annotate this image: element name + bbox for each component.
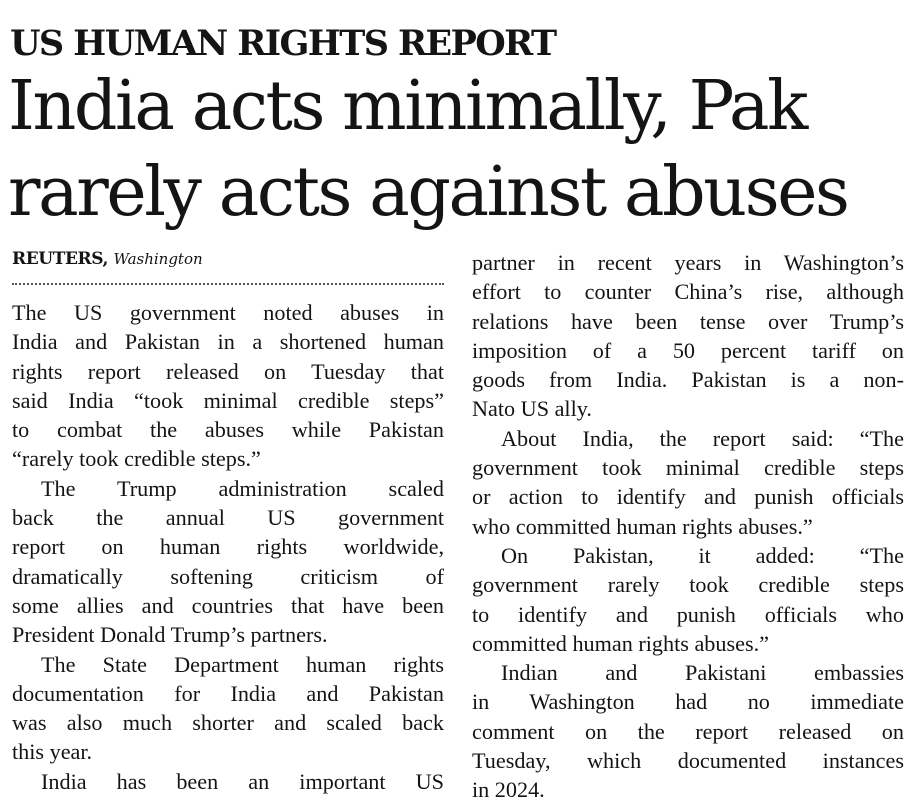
text-line: The State Department human rights: [41, 651, 444, 677]
text-line: documentation for India and Pakistan: [12, 680, 444, 706]
text-line: India and Pakistan in a shortened human: [12, 329, 444, 355]
text-line: About India, the report said: “The: [501, 425, 904, 451]
text-line: President Donald Trump’s partners.: [12, 622, 328, 648]
text-line: dramatically softening criticism of: [12, 563, 444, 589]
text-line: rights report released on Tuesday that: [12, 358, 444, 384]
article-paragraph: [472, 541, 904, 658]
byline: [12, 247, 203, 271]
headline-line-1: India acts minimally, Pak: [8, 67, 806, 146]
text-line: who committed human rights abuses.”: [472, 513, 813, 539]
text-line: Nato US ally.: [472, 396, 592, 422]
text-line: imposition of a 50 percent tariff on: [472, 337, 904, 363]
text-line: effort to counter China’s rise, although: [472, 279, 904, 305]
kicker: US HUMAN RIGHTS REPORT: [10, 23, 556, 64]
article-paragraph: [12, 767, 444, 796]
text-line: said India “took minimal credible steps”: [12, 387, 444, 413]
text-line: this year.: [12, 739, 93, 765]
article-paragraph: [472, 658, 904, 804]
text-line: in 2024.: [472, 777, 545, 803]
headline: [8, 64, 848, 236]
article-column-right: [472, 248, 904, 805]
text-line: government rarely took credible steps: [472, 572, 904, 598]
text-line: in Washington had no immediate: [472, 689, 904, 715]
text-line: to combat the abuses while Pakistan: [12, 417, 444, 443]
text-line: On Pakistan, it added: “The: [501, 542, 904, 568]
text-line: Tuesday, which documented instances: [472, 748, 904, 774]
byline-place: Washington: [113, 250, 203, 268]
text-line: comment on the report released on: [472, 718, 904, 744]
text-line: government took minimal credible steps: [472, 455, 904, 481]
byline-divider: [12, 283, 444, 285]
text-line: relations have been tense over Trump’s: [472, 308, 904, 334]
text-line: India has been an important US: [41, 768, 444, 794]
text-line: committed human rights abuses.”: [472, 630, 770, 656]
article-paragraph: [12, 650, 444, 767]
text-line: partner in recent years in Washington’s: [472, 250, 904, 275]
article-paragraph: [12, 474, 444, 650]
headline-line-2: rarely acts against abuses: [8, 153, 848, 232]
text-line: report on human rights worldwide,: [12, 534, 444, 560]
article-column-left: [12, 298, 444, 796]
text-line: The US government noted abuses in: [12, 300, 444, 325]
text-line: was also much shorter and scaled back: [12, 710, 444, 736]
byline-agency: REUTERS,: [12, 249, 109, 269]
text-line: or action to identify and punish officials: [472, 484, 904, 510]
text-line: “rarely took credible steps.”: [12, 446, 261, 472]
text-line: Indian and Pakistani embassies: [501, 660, 904, 686]
text-line: to identify and punish officials who: [472, 601, 904, 627]
text-line: The Trump administration scaled: [41, 475, 444, 501]
text-line: back the annual US government: [12, 505, 444, 531]
article-paragraph: [472, 424, 904, 541]
article-paragraph: [12, 298, 444, 474]
text-line: goods from India. Pakistan is a non-: [472, 367, 904, 393]
article-paragraph: [472, 248, 904, 424]
text-line: some allies and countries that have been: [12, 592, 444, 618]
